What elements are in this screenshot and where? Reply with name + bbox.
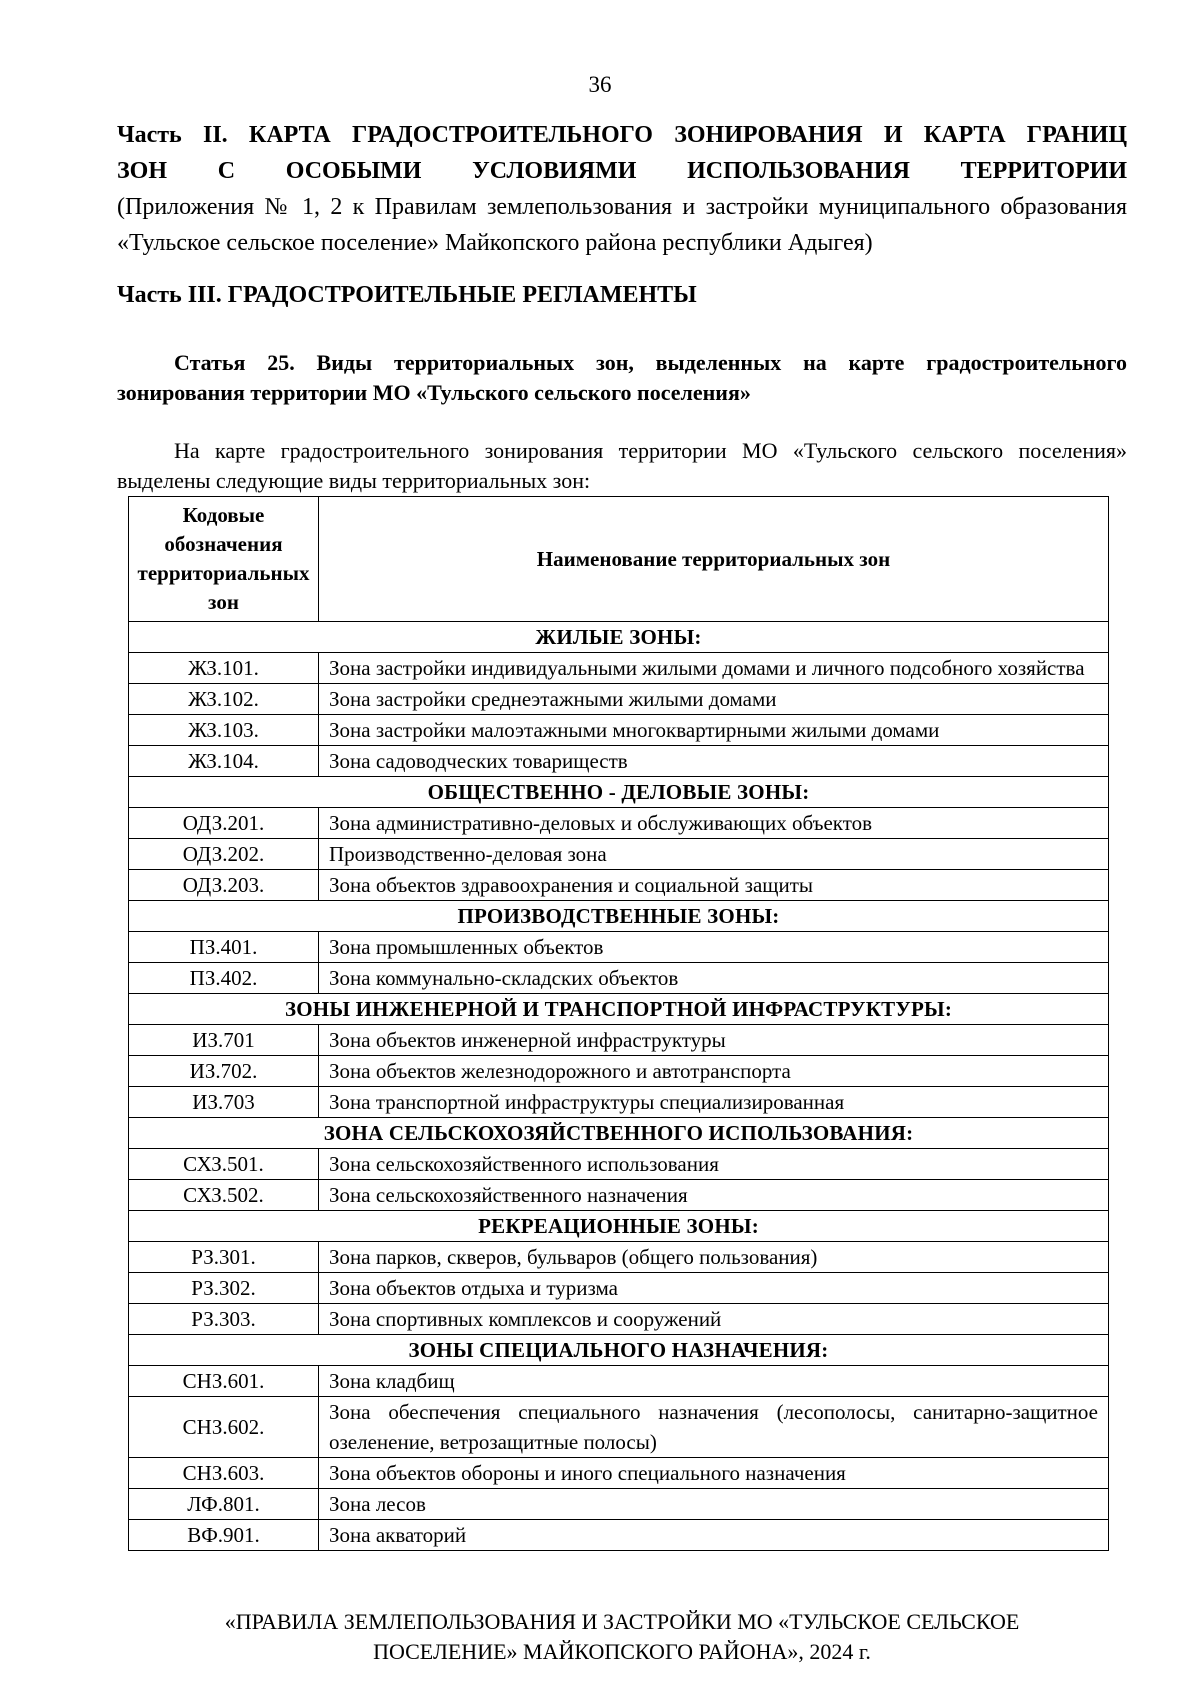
- zone-code: ПЗ.401.: [129, 932, 319, 963]
- zone-name: Зона застройки малоэтажными многоквартирными жилыми домами: [319, 715, 1109, 746]
- zone-name: Зона спортивных комплексов и сооружений: [319, 1304, 1109, 1335]
- zone-name: Зона акваторий: [319, 1520, 1109, 1551]
- intro-paragraph: На карте градостроительного зонирования территории МО «Тульского сельского поселения» выделены следующие виды территориальных зон:: [117, 438, 1127, 493]
- part-2-note: (Приложения № 1, 2 к Правилам землепользования и застройки муниципального образования «Тульское сельское поселение» Майкопского района республики Адыгея): [117, 194, 1127, 256]
- zone-code: ОДЗ.202.: [129, 839, 319, 870]
- table-row: [129, 1087, 1109, 1118]
- table-row: [129, 715, 1109, 746]
- article-25-title: Статья 25. Виды территориальных зон, выделенных на карте градостроительного зонирования территории МО «Тульского сельского поселения»: [117, 350, 1127, 405]
- table-row: [129, 1025, 1109, 1056]
- table-row: [129, 1304, 1109, 1335]
- footer-line-2: ПОСЕЛЕНИЕ» МАЙКОПСКОГО РАЙОНА», 2024 г.: [373, 1639, 871, 1664]
- page-number: 36: [588, 72, 612, 97]
- zone-name: Зона парков, скверов, бульваров (общего пользования): [319, 1242, 1109, 1273]
- zone-name: Зона транспортной инфраструктуры специализированная: [319, 1087, 1109, 1118]
- zone-name: Зона промышленных объектов: [319, 932, 1109, 963]
- zone-code: ОДЗ.201.: [129, 808, 319, 839]
- zone-name: Зона застройки среднеэтажными жилыми домами: [319, 684, 1109, 715]
- header-name-column: Наименование территориальных зон: [319, 497, 1109, 622]
- zone-name: Зона объектов отдыха и туризма: [319, 1273, 1109, 1304]
- zone-name: Зона административно-деловых и обслуживающих объектов: [319, 808, 1109, 839]
- zone-code: ИЗ.702.: [129, 1056, 319, 1087]
- zone-code: РЗ.303.: [129, 1304, 319, 1335]
- section-row: [129, 901, 1109, 932]
- zone-name: Зона застройки индивидуальными жилыми домами и личного подсобного хозяйства: [319, 653, 1109, 684]
- zone-name: Зона объектов обороны и иного специального назначения: [319, 1458, 1109, 1489]
- part-2-heading: [117, 117, 1127, 261]
- zone-code: СНЗ.601.: [129, 1366, 319, 1397]
- zone-code: ВФ.901.: [129, 1520, 319, 1551]
- section-title: ЖИЛЫЕ ЗОНЫ:: [129, 622, 1109, 653]
- table-row: [129, 1180, 1109, 1211]
- section-title: ЗОНЫ СПЕЦИАЛЬНОГО НАЗНАЧЕНИЯ:: [129, 1335, 1109, 1366]
- section-row: [129, 994, 1109, 1025]
- header-code-column: Кодовые обозначения территориальных зон: [129, 497, 319, 622]
- zone-code: ИЗ.703: [129, 1087, 319, 1118]
- part-2-title-line-2: ЗОН С ОСОБЫМИ УСЛОВИЯМИ ИСПОЛЬЗОВАНИЯ ТЕРРИТОРИИ: [117, 158, 1127, 184]
- table-row: [129, 684, 1109, 715]
- part-3-heading: Часть III. ГРАДОСТРОИТЕЛЬНЫЕ РЕГЛАМЕНТЫ: [117, 282, 697, 308]
- zone-code: ПЗ.402.: [129, 963, 319, 994]
- part-2-title-line-1: Часть II. КАРТА ГРАДОСТРОИТЕЛЬНОГО ЗОНИРОВАНИЯ И КАРТА ГРАНИЦ: [117, 122, 1127, 148]
- zone-name: Зона обеспечения специального назначения (лесополосы, санитарно-защитное озеленение, ветрозащитные полосы): [319, 1397, 1109, 1458]
- zone-code: ЛФ.801.: [129, 1489, 319, 1520]
- section-title: ЗОНЫ ИНЖЕНЕРНОЙ И ТРАНСПОРТНОЙ ИНФРАСТРУКТУРЫ:: [129, 994, 1109, 1025]
- zone-code: РЗ.302.: [129, 1273, 319, 1304]
- zone-code: ЖЗ.102.: [129, 684, 319, 715]
- table-row: [129, 1273, 1109, 1304]
- zone-name: Зона объектов здравоохранения и социальной защиты: [319, 870, 1109, 901]
- zone-code: РЗ.301.: [129, 1242, 319, 1273]
- table-row: [129, 1520, 1109, 1551]
- zone-code: СНЗ.602.: [129, 1397, 319, 1458]
- zone-name: Зона кладбищ: [319, 1366, 1109, 1397]
- table-row: [129, 1458, 1109, 1489]
- table-row: [129, 746, 1109, 777]
- zone-name: Зона объектов железнодорожного и автотранспорта: [319, 1056, 1109, 1087]
- zone-code: СХЗ.502.: [129, 1180, 319, 1211]
- section-title: ПРОИЗВОДСТВЕННЫЕ ЗОНЫ:: [129, 901, 1109, 932]
- section-row: [129, 777, 1109, 808]
- zones-table-body: [129, 622, 1109, 1551]
- table-row: [129, 653, 1109, 684]
- page-footer: [117, 1607, 1127, 1667]
- zone-code: ОДЗ.203.: [129, 870, 319, 901]
- section-title: ОБЩЕСТВЕННО - ДЕЛОВЫЕ ЗОНЫ:: [129, 777, 1109, 808]
- table-header-row: [129, 497, 1109, 622]
- table-row: [129, 1056, 1109, 1087]
- zone-name: Зона сельскохозяйственного назначения: [319, 1180, 1109, 1211]
- section-row: [129, 1211, 1109, 1242]
- footer-line-1: «ПРАВИЛА ЗЕМЛЕПОЛЬЗОВАНИЯ И ЗАСТРОЙКИ МО «ТУЛЬСКОЕ СЕЛЬСКОЕ: [224, 1609, 1020, 1634]
- table-row: [129, 963, 1109, 994]
- section-title: ЗОНА СЕЛЬСКОХОЗЯЙСТВЕННОГО ИСПОЛЬЗОВАНИЯ:: [129, 1118, 1109, 1149]
- table-row: [129, 1366, 1109, 1397]
- zone-name: Зона лесов: [319, 1489, 1109, 1520]
- zone-code: ИЗ.701: [129, 1025, 319, 1056]
- table-row: [129, 1397, 1109, 1458]
- zone-code: СНЗ.603.: [129, 1458, 319, 1489]
- table-row: [129, 1242, 1109, 1273]
- zone-name: Зона сельскохозяйственного использования: [319, 1149, 1109, 1180]
- table-row: [129, 808, 1109, 839]
- zone-name: Зона объектов инженерной инфраструктуры: [319, 1025, 1109, 1056]
- zone-name: Зона садоводческих товариществ: [319, 746, 1109, 777]
- section-row: [129, 622, 1109, 653]
- zone-code: ЖЗ.101.: [129, 653, 319, 684]
- zone-code: ЖЗ.103.: [129, 715, 319, 746]
- section-row: [129, 1335, 1109, 1366]
- zone-code: СХЗ.501.: [129, 1149, 319, 1180]
- table-row: [129, 1149, 1109, 1180]
- zone-name: Производственно-деловая зона: [319, 839, 1109, 870]
- table-row: [129, 1489, 1109, 1520]
- zones-table: [128, 496, 1109, 1551]
- section-row: [129, 1118, 1109, 1149]
- zone-code: ЖЗ.104.: [129, 746, 319, 777]
- table-row: [129, 839, 1109, 870]
- table-row: [129, 870, 1109, 901]
- section-title: РЕКРЕАЦИОННЫЕ ЗОНЫ:: [129, 1211, 1109, 1242]
- zone-name: Зона коммунально-складских объектов: [319, 963, 1109, 994]
- table-row: [129, 932, 1109, 963]
